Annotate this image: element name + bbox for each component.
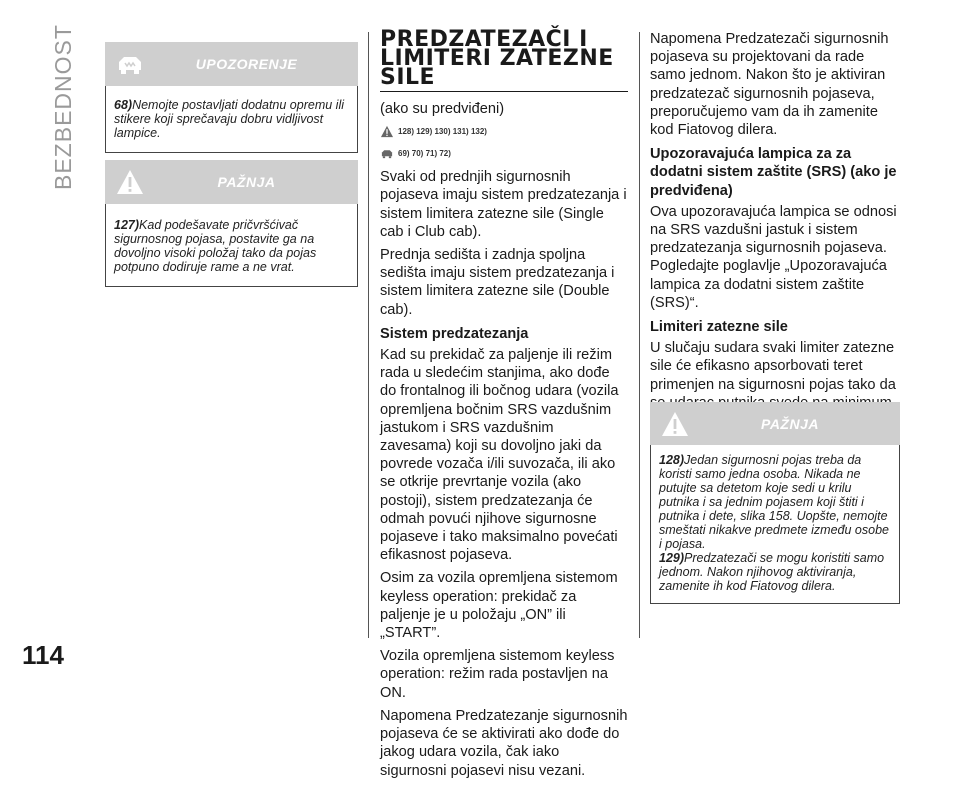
reference-row xyxy=(380,142,628,164)
car-pressure-icon xyxy=(115,50,145,78)
warning-triangle-icon xyxy=(660,410,690,438)
warning-triangle-icon xyxy=(380,125,394,138)
paragraph: Kad su prekidač za paljenje ili režim rada u sledećim stanjima, ako dođe do frontalnog ili bočnog udara (vozila opremljena bočnim SRS vazdušnim jastukom i SRS vazdušnim zavesama) koji su dovoljno jaki da povrede vozača i/ili suvozača, ili ako se otkrije prevrtanje vozila (ako postoji), sistem predzatezanja će odmah povući njihove sigurnosne pojaseve i tako maksimalno povećati efikasnost pojaseva. xyxy=(380,347,619,564)
paragraph: Napomena Predzatezanje sigurnosnih pojaseva će se aktivirati ako dođe do jakog udara vozila, čak iako sigurnosni pojasevi nisu vezani. xyxy=(380,707,628,779)
column-divider xyxy=(368,32,369,638)
paragraph: Osim za vozila opremljena sistemom keyless operation: prekidač za paljenje je u položaju „ON” ili „START”. xyxy=(380,570,618,642)
note-reference: 129) xyxy=(659,551,685,565)
upozorenje-box xyxy=(105,42,358,153)
paznja-box-body xyxy=(105,204,358,287)
reference-row xyxy=(380,120,628,142)
chapter-side-title: BEZBEDNOST xyxy=(50,24,76,190)
upozorenje-box-header xyxy=(105,42,358,86)
paragraph: Ova upozoravajuća lampica se odnosi na SRS vazdušni jastuk i sistem predzatezanja sigurnosnih pojaseva. Pogledajte poglavlje „Upozoravajuća lampica za dodatni sistem zaštite (SRS)“. xyxy=(650,203,897,311)
subheading: Limiteri zatezne sile xyxy=(650,319,788,336)
warning-triangle-icon xyxy=(115,168,145,196)
subheading: Sistem predzatezanja xyxy=(380,325,529,342)
paragraph: Napomena Predzatezači sigurnosnih pojaseva su projektovani da rade samo jednom. Nakon što je aktiviran predzatezač sigurnosnih pojaseva, preporučujemo vam da ih zamenite kod Fiatovog dilera. xyxy=(650,31,889,139)
box-title: UPOZORENJE xyxy=(195,56,298,72)
note-text: Jedan sigurnosni pojas treba da koristi samo jedna osoba. Nikada ne putujte sa detetom koje sedi u krilu putnika i sa jednim pojasem koji štiti i putnika i dete, slika 158. Uopšte, nemojte smeštati nikakve predmete između osobe i pojasa. xyxy=(659,453,889,551)
column-3 xyxy=(650,30,900,417)
note-reference: 128) xyxy=(659,453,685,467)
paznja-box xyxy=(650,402,900,604)
reference-list: 128) 129) 130) 131) 132) xyxy=(398,126,487,136)
paragraph: Svaki od prednjih sigurnosnih pojaseva imaju sistem predzatezanja i sistem limitera zatezne sile (Single cab i Club cab). xyxy=(380,169,627,240)
section-title: PREDZATEZAČI I LIMITERI ZATEZNE SILE xyxy=(380,30,628,92)
paznja-box-header xyxy=(650,402,900,445)
upozorenje-box-body xyxy=(105,86,358,153)
column-divider xyxy=(639,32,640,638)
reference-list: 69) 70) 71) 72) xyxy=(398,148,451,158)
paragraph: Prednja sedišta i zadnja spoljna sedišta imaju sistem predzatezanja i sistem limitera zatezne sile (Double cab). xyxy=(380,247,615,318)
paragraph: Vozila opremljena sistemom keyless operation: režim rada postavljen na ON. xyxy=(380,648,615,701)
paznja-box-header xyxy=(105,160,358,204)
box-title: PAŽNJA xyxy=(761,415,819,432)
paznja-box xyxy=(105,160,358,287)
note-text: Kad podešavate pričvršćivač sigurnosnog pojasa, postavite ga na dovoljno visoki položaj tako da pojas potpuno dodiruje rame a ne vrat. xyxy=(114,218,317,274)
paznja-box-body xyxy=(650,445,900,604)
note-text: Predzatezači se mogu koristiti samo jednom. Nakon njihovog aktiviranja, zamenite ih kod Fiatovog dilera. xyxy=(659,551,885,593)
column-2 xyxy=(380,27,628,785)
note-reference: 127) xyxy=(114,218,140,232)
page-number: 114 xyxy=(22,640,64,670)
note-reference: 68) xyxy=(114,98,133,112)
subheading: Upozoravajuća lampica za za dodatni sistem zaštite (SRS) (ako je predviđena) xyxy=(650,146,897,199)
car-pressure-icon xyxy=(380,147,394,160)
note-text: Nemojte postavljati dodatnu opremu ili stikere koji sprečavaju dobru vidljivost lampice. xyxy=(114,98,344,140)
section-subtitle: (ako su predviđeni) xyxy=(380,101,505,117)
paragraph: U slučaju sudara svaki limiter zatezne sile će efikasno apsorbovati teret primenjen na sigurnosni pojas tako da xyxy=(650,340,896,393)
box-title: PAŽNJA xyxy=(217,174,276,190)
